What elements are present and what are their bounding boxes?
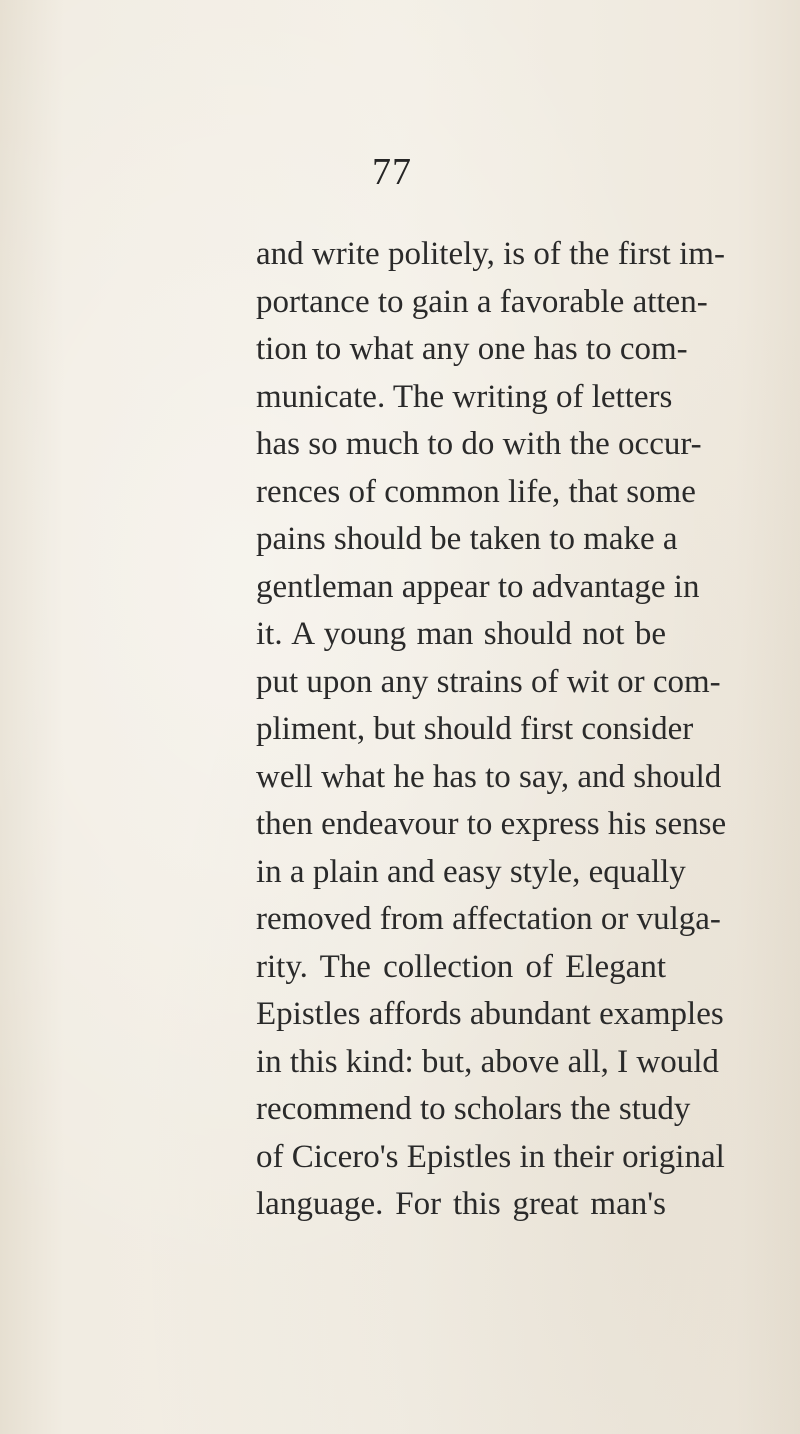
text-line: it. A young man should not be	[256, 616, 666, 652]
text-line: in this kind: but, above all, I would	[256, 1043, 719, 1080]
text-line: in a plain and easy style, equally	[256, 853, 686, 890]
text-line: recommend to scholars the study	[256, 1091, 691, 1127]
text-line: well what he has to say, and should	[256, 758, 722, 795]
text-line: municate. The writing of letters	[256, 378, 673, 415]
text-line: of Cicero's Epistles in their original	[256, 1138, 725, 1175]
text-line: pains should be taken to make a	[256, 521, 678, 557]
text-line: put upon any strains of wit or com-	[256, 663, 721, 700]
text-line: pliment, but should first consider	[256, 711, 694, 747]
text-line: rences of common life, that some	[256, 473, 696, 510]
text-line: and write politely, is of the first im-	[256, 236, 725, 272]
text-line: portance to gain a favorable atten-	[256, 283, 708, 320]
text-line: rity. The collection of Elegant	[256, 948, 666, 985]
text-line: language. For this great man's	[256, 1186, 666, 1222]
text-line: Epistles affords abundant examples	[256, 996, 724, 1032]
text-line: gentleman appear to advantage in	[256, 568, 700, 605]
text-line: tion to what any one has to com-	[256, 331, 688, 367]
text-line: removed from affectation or vulga-	[256, 901, 721, 937]
text-line: has so much to do with the occur-	[256, 426, 702, 462]
text-line: then endeavour to express his sense	[256, 806, 727, 842]
body-text	[256, 231, 727, 1229]
page-number: 77	[372, 151, 412, 193]
